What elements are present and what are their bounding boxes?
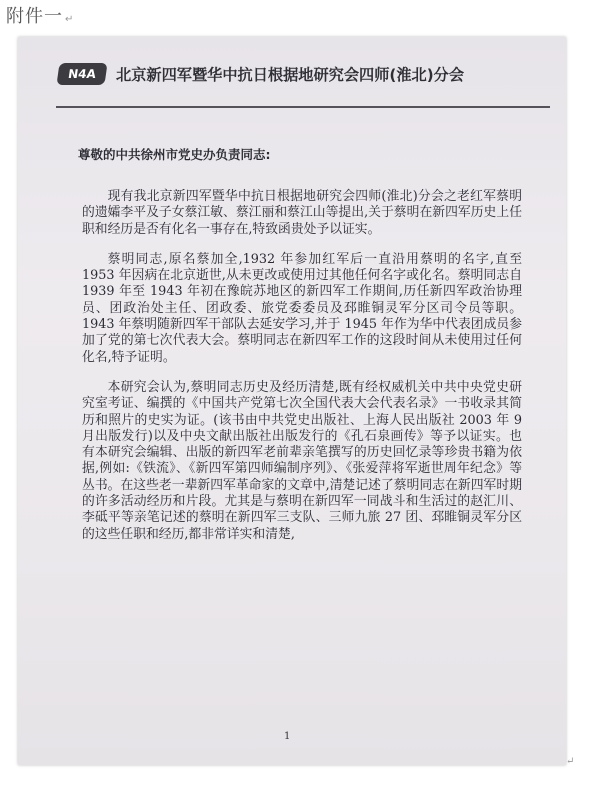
attachment-title-text: 附件一 bbox=[6, 6, 63, 27]
n4a-logo: N4A bbox=[56, 63, 107, 85]
document-photo bbox=[18, 37, 566, 765]
letterhead bbox=[58, 63, 538, 89]
page-number: 1 bbox=[284, 731, 291, 742]
organization-name: 北京新四军暨华中抗日根据地研究会四师(淮北)分会 bbox=[116, 66, 465, 84]
attachment-title bbox=[6, 2, 74, 28]
salutation: 尊敬的中共徐州市党史办负责同志: bbox=[78, 147, 271, 162]
letter-body bbox=[82, 189, 522, 543]
paragraph-3: 本研究会认为,蔡明同志历史及经历清楚,既有经权威机关中共中央党史研究室考证、编撰的《中国共产党第七次全国代表大会代表名录》一书收录其简历和照片的史实为证。(该书由中共党史出版社、上海人民出版社 2003 年 9 月出版发行)以及中央文献出版社出版发行的《孔石泉画传》等予以证实。也有本研究会编辑、出版的新四军老前辈亲笔撰写的历史回忆录等珍贵书籍为依据,例如:《铁流》、《新四军第四师编制序列》、《张爱萍将军逝世周年纪念》等丛书。在这些老一辈新四军革命家的文章中,清楚记述了蔡明同志在新四军时期的许多活动经历和片段。尤其是与蔡明在新四军一同战斗和生活过的赵汇川、李砥平等亲笔记述的蔡明在新四军三支队、三师九旅 27 团、邳睢铜灵军分区的这些任职和经历,都非常详实和清楚, bbox=[82, 379, 522, 542]
paragraph-mark-icon: ↵ bbox=[65, 14, 75, 25]
end-paragraph-mark-icon: ↵ bbox=[566, 756, 575, 767]
paragraph-1: 现有我北京新四军暨华中抗日根据地研究会四师(淮北)分会之老红军蔡明的遗孀李平及子女蔡江敏、蔡江丽和蔡江山等提出,关于蔡明在新四军历史上任职和经历是否有化名一事存在,特致函贵处予以证实。 bbox=[82, 189, 522, 237]
paragraph-2: 蔡明同志,原名蔡加全,1932 年参加红军后一直沿用蔡明的名字,直至 1953 年因病在北京逝世,从未更改或使用过其他任何名字或化名。蔡明同志自 1939 年至 1943 年初在豫皖苏地区的新四军工作期间,历任新四军政治协理员、团政治处主任、团政委、旅党委委员及邳睢铜灵军分区司令员等职。1943 年蔡明随新四军干部队去延安学习,并于 1945 年作为华中代表团成员参加了党的第七次代表大会。蔡明同志在新四军工作的这段时间从未使用过任何化名,特予证明。 bbox=[82, 251, 522, 365]
letterhead-divider bbox=[56, 106, 550, 108]
